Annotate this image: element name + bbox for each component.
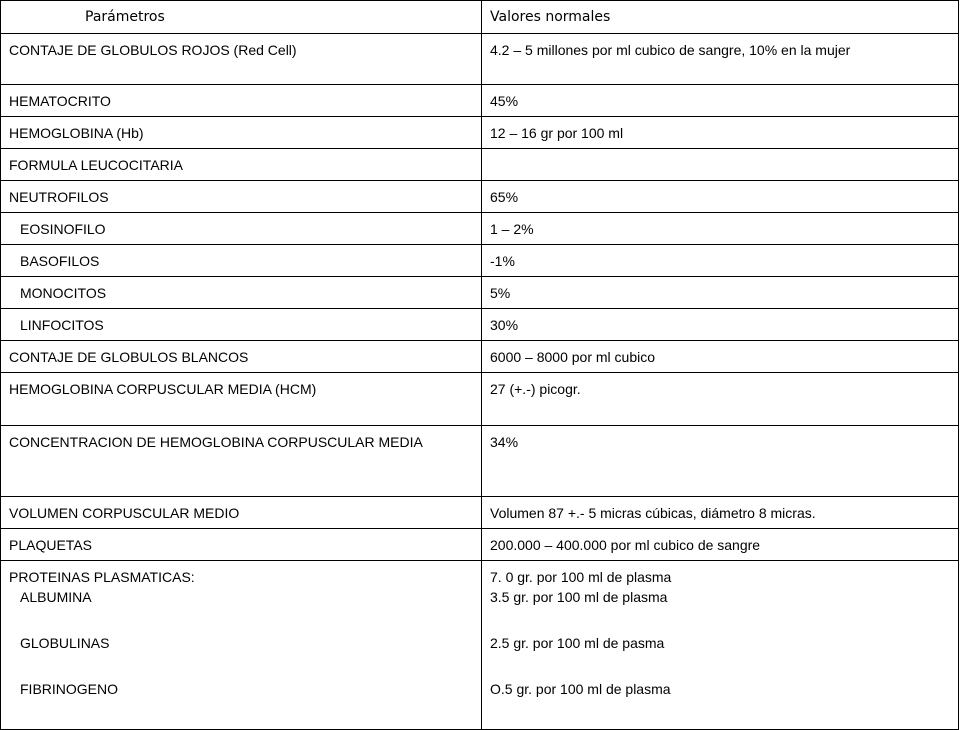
proteins-total-value: 7. 0 gr. por 100 ml de plasma bbox=[490, 569, 672, 585]
table-row bbox=[1, 34, 959, 85]
table-row bbox=[1, 373, 959, 426]
table-row bbox=[1, 341, 959, 373]
protein-name-globulinas: GLOBULINAS bbox=[20, 635, 110, 651]
table-row bbox=[1, 497, 959, 529]
protein-value-globulinas: 2.5 gr. por 100 ml de pasma bbox=[490, 635, 665, 651]
row-param: EOSINOFILO bbox=[1, 213, 482, 245]
row-param: VOLUMEN CORPUSCULAR MEDIO bbox=[1, 497, 482, 529]
proteins-title: PROTEINAS PLASMATICAS: bbox=[9, 569, 195, 585]
row-param: CONTAJE DE GLOBULOS BLANCOS bbox=[1, 341, 482, 373]
row-value: 12 – 16 gr por 100 ml bbox=[482, 117, 959, 149]
row-param: HEMATOCRITO bbox=[1, 85, 482, 117]
row-param: HEMOGLOBINA CORPUSCULAR MEDIA (HCM) bbox=[1, 373, 482, 426]
table-row bbox=[1, 85, 959, 117]
row-param: BASOFILOS bbox=[1, 245, 482, 277]
row-value: Volumen 87 +.- 5 micras cúbicas, diámetro 8 micras. bbox=[482, 497, 959, 529]
protein-value-fibrinogeno: O.5 gr. por 100 ml de plasma bbox=[490, 681, 671, 697]
table-row bbox=[1, 529, 959, 561]
table-row bbox=[1, 245, 959, 277]
header-normal-values: Valores normales bbox=[482, 1, 959, 34]
header-parameters: Parámetros bbox=[1, 1, 482, 34]
row-param: MONOCITOS bbox=[1, 277, 482, 309]
protein-name-fibrinogeno: FIBRINOGENO bbox=[20, 681, 119, 697]
row-value: 45% bbox=[482, 85, 959, 117]
protein-name-albumina: ALBUMINA bbox=[20, 589, 92, 605]
table-row bbox=[1, 117, 959, 149]
row-param: FORMULA LEUCOCITARIA bbox=[1, 149, 482, 181]
row-value: 1 – 2% bbox=[482, 213, 959, 245]
table-header-row bbox=[1, 1, 959, 34]
row-value: -1% bbox=[482, 245, 959, 277]
table-row bbox=[1, 277, 959, 309]
row-param: CONTAJE DE GLOBULOS ROJOS (Red Cell) bbox=[1, 34, 482, 85]
row-param: CONCENTRACION DE HEMOGLOBINA CORPUSCULAR MEDIA bbox=[1, 426, 482, 497]
row-value: 30% bbox=[482, 309, 959, 341]
row-value: 27 (+.-) picogr. bbox=[482, 373, 959, 426]
row-param: PLAQUETAS bbox=[1, 529, 482, 561]
table-row bbox=[1, 181, 959, 213]
table-row bbox=[1, 213, 959, 245]
row-param: NEUTROFILOS bbox=[1, 181, 482, 213]
row-value: 34% bbox=[482, 426, 959, 497]
table-row bbox=[1, 309, 959, 341]
row-value: 65% bbox=[482, 181, 959, 213]
row-value bbox=[482, 149, 959, 181]
row-value: 4.2 – 5 millones por ml cubico de sangre, 10% en la mujer bbox=[482, 34, 959, 85]
table-row-plasma-proteins bbox=[1, 561, 959, 730]
proteins-value-cell bbox=[482, 561, 959, 730]
protein-value-albumina: 3.5 gr. por 100 ml de plasma bbox=[490, 589, 668, 605]
row-param: LINFOCITOS bbox=[1, 309, 482, 341]
table-row bbox=[1, 149, 959, 181]
row-value: 200.000 – 400.000 por ml cubico de sangre bbox=[482, 529, 959, 561]
row-value: 5% bbox=[482, 277, 959, 309]
proteins-param-cell bbox=[1, 561, 482, 730]
table-row bbox=[1, 426, 959, 497]
row-param: HEMOGLOBINA (Hb) bbox=[1, 117, 482, 149]
row-value: 6000 – 8000 por ml cubico bbox=[482, 341, 959, 373]
